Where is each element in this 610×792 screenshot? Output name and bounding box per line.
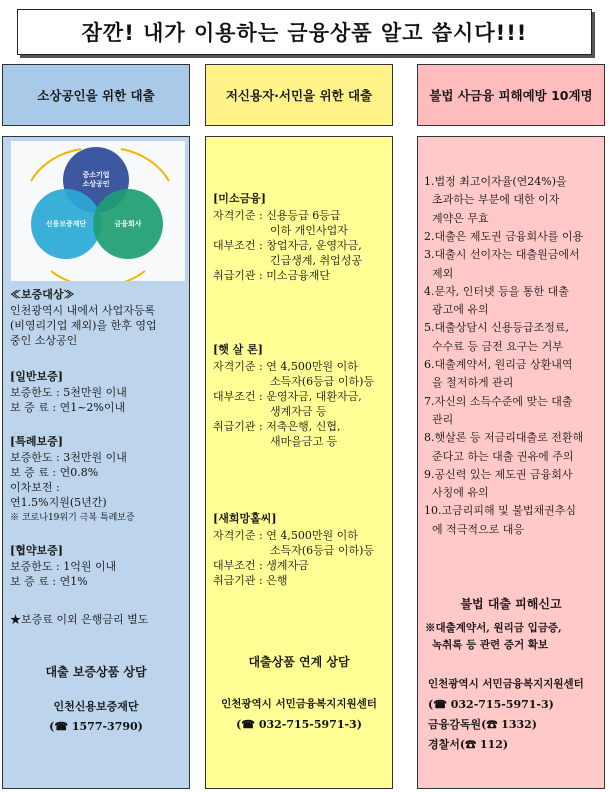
consult-phone: (☎ 1577-3790) [49, 720, 143, 733]
column-small-business-loans [2, 64, 192, 789]
agreement-guarantee-line: 보 증 료 : 연1% [10, 575, 88, 588]
rule-line: 을 철저하게 관리 [432, 376, 514, 390]
page-title: 잠깐! 내가 이용하는 금융상품 알고 씁시다!!! [81, 21, 528, 45]
consult-org: 인천광역시 서민금융복지지원센터 [221, 698, 377, 710]
report-note: 녹취록 등 관련 증거 확보 [432, 639, 549, 651]
special-guarantee-line: 연1.5%지원(5년간) [10, 496, 107, 509]
circle-small-business: 중소기업 소상공인 [63, 147, 129, 213]
rule-line: 5.대출상담시 신용등급조정료, [424, 321, 569, 335]
target-line: (비영리기업 제외)을 한후 영업 [10, 319, 157, 332]
new-hope-title: [새희망홀씨] [213, 512, 277, 525]
rule-line: 9.공신력 있는 제도권 금융회사 [424, 467, 573, 481]
contact-line: 인천광역시 서민금융복지지원센터 [428, 678, 584, 690]
rule-line: 수수료 등 금전 요구는 거부 [432, 339, 563, 353]
agreement-guarantee-line: 보증한도 : 1억원 이내 [10, 560, 117, 573]
rule-line: 3.대출시 선이자는 대출원금에서 [424, 248, 580, 262]
new-hope-line: 취급기관 : 은행 [213, 574, 288, 587]
sunshine-loan-line: 대부조건 : 운영자금, 대환자금, [213, 390, 362, 403]
column-body [205, 136, 393, 789]
column-body [2, 136, 190, 789]
sunshine-loan-line: 생계자금 등 [270, 405, 327, 418]
contact-line: 금융감독원(☎ 1332) [428, 718, 537, 731]
column-illegal-finance-prevention [417, 64, 607, 789]
column-body [417, 136, 605, 789]
sunshine-loan-line: 취급기관 : 저축은행, 신협, [213, 420, 341, 433]
target-line: 인천광역시 내에서 사업자등록 [10, 304, 156, 317]
contact-line: (☎ 032-715-5971-3) [428, 698, 554, 711]
agreement-guarantee-title: [협약보증] [10, 544, 63, 557]
contact-line: 경찰서(☎ 112) [428, 738, 509, 751]
rule-line: 광고에 유의 [432, 303, 489, 317]
column-low-credit-loans [205, 64, 395, 789]
rule-line: 1.법정 최고이자율(연24%)을 [424, 175, 567, 188]
micro-finance-line: 긴급생계, 취업성공 [270, 254, 363, 267]
general-guarantee-title: [일반보증] [10, 370, 63, 383]
rule-line: 사칭에 유의 [432, 486, 489, 500]
report-note: ※대출계약서, 원리금 입금증, [425, 622, 562, 634]
micro-finance-line: 대부조건 : 창업자금, 운영자금, [213, 239, 362, 252]
circle-financial-company: 금융회사 [93, 189, 163, 259]
new-hope-line: 소득자(6등급 이하)등 [270, 544, 375, 557]
micro-finance-line: 취급기관 : 미소금융재단 [213, 269, 330, 282]
venn-diagram [11, 141, 185, 281]
new-hope-line: 대부조건 : 생계자금 [213, 559, 309, 572]
circle-credit-guarantee: 신용보증재단 [31, 189, 101, 259]
rule-line: 4.문자, 인터넷 등을 통한 대출 [424, 284, 569, 298]
new-hope-line: 자격기준 : 연 4,500만원 이하 [213, 529, 358, 542]
special-guarantee-line: 보증한도 : 3천만원 이내 [10, 451, 127, 464]
rule-line: 에 적극적으로 대응 [432, 522, 525, 536]
special-guarantee-title: [특례보증] [10, 435, 63, 448]
target-line: 중인 소상공인 [10, 334, 78, 347]
micro-finance-line: 이하 개인사업자 [270, 224, 348, 237]
sunshine-loan-line: 자격기준 : 연 4,500만원 이하 [213, 360, 358, 373]
special-guarantee-line: 보 증 료 : 연0.8% [10, 466, 99, 479]
rule-line: 6.대출계약서, 원리금 상환내역 [424, 358, 573, 371]
rule-line: 7.자신의 소득수준에 맞는 대출 [424, 394, 573, 408]
column-header: 저신용자·서민을 위한 대출 [205, 64, 393, 126]
consult-title: 대출상품 연계 상담 [248, 655, 350, 669]
rule-line: 제외 [432, 266, 454, 280]
general-guarantee-line: 보증한도 : 5천만원 이내 [10, 386, 127, 399]
consult-phone: (☎ 032-715-5971-3) [236, 718, 362, 731]
sunshine-loan-title: [햇 살 론] [213, 343, 263, 356]
micro-finance-title: [미소금융] [213, 192, 266, 205]
column-header: 소상공인을 위한 대출 [2, 64, 190, 126]
special-guarantee-note: ※ 코로나19위기 극복 특례보증 [10, 513, 135, 523]
page-title-box [17, 9, 592, 55]
rule-line: 10.고금리피해 및 불법채권추심 [424, 504, 576, 518]
report-title: 불법 대출 피해신고 [460, 597, 562, 611]
consult-title: 대출 보증상품 상담 [45, 665, 147, 679]
rule-line: 8.햇살론 등 저금리대출로 전환해 [424, 431, 584, 445]
sunshine-loan-line: 소득자(6등급 이하)등 [270, 375, 375, 388]
rule-line: 준다고 하는 대출 권유에 주의 [432, 449, 574, 463]
general-guarantee-line: 보 증 료 : 연1~2%이내 [10, 401, 126, 414]
target-title: ≪보증대상≫ [10, 288, 75, 301]
micro-finance-line: 자격기준 : 신용등급 6등급 [213, 209, 341, 222]
rule-line: 관리 [432, 412, 454, 426]
rule-line: 초과하는 부분에 대한 이자 [432, 193, 560, 207]
column-header: 불법 사금융 피해예방 10계명 [417, 64, 605, 126]
special-guarantee-line: 이차보전 : [10, 481, 60, 494]
rule-line: 2.대출은 제도권 금융회사를 이용 [424, 229, 584, 243]
sunshine-loan-line: 새마을금고 등 [270, 435, 338, 448]
rule-line: 계약은 무효 [432, 211, 489, 225]
fee-note: ★보증료 이외 은행금리 별도 [10, 613, 149, 626]
consult-org: 인천신용보증재단 [53, 700, 139, 713]
